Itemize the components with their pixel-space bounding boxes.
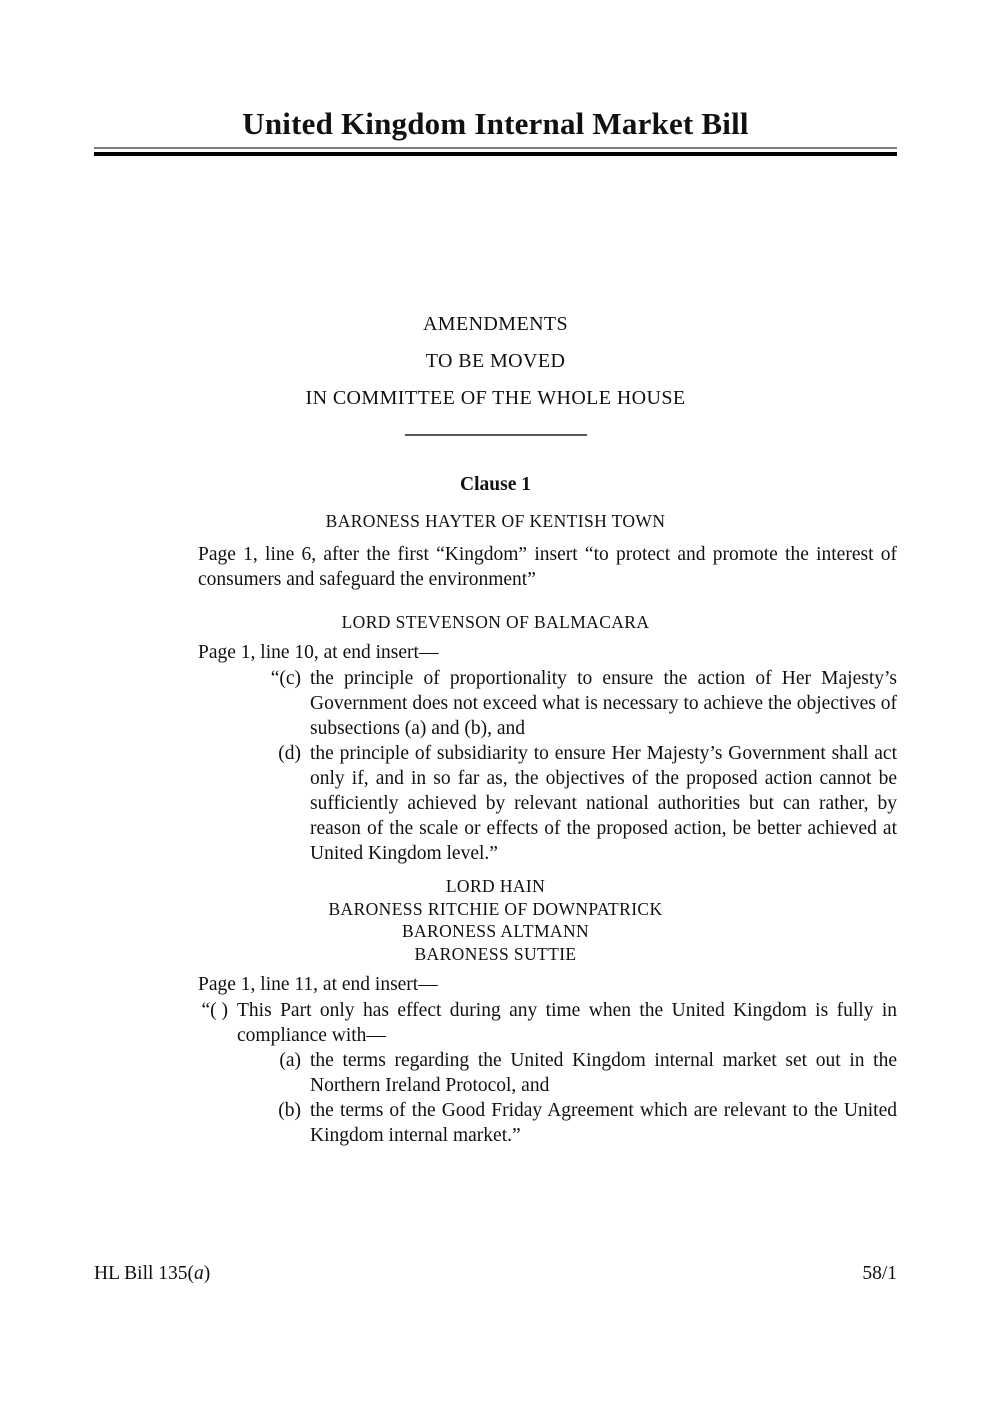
item-text: the principle of subsidiarity to ensure Her Majesty’s Government shall act only if, and in so far as, the objectives of the proposed action cannot be sufficiently achieved by relevant national authorities but can rather, by reason of the scale or effects of the proposed action, be better achieved at United Kingdom level.” bbox=[310, 743, 897, 864]
item-label: (d) bbox=[278, 743, 301, 764]
item-text: the terms of the Good Friday Agreement which are relevant to the United Kingdom internal market.” bbox=[310, 1100, 897, 1146]
sponsor-name: BARONESS HAYTER OF KENTISH TOWN bbox=[325, 511, 666, 531]
item-label: (a) bbox=[279, 1050, 301, 1071]
footer-bill-number bbox=[94, 1261, 210, 1286]
clause-heading: Clause 1 bbox=[460, 474, 531, 495]
amendment-instruction: Page 1, line 10, at end insert— bbox=[198, 642, 439, 663]
heading-to-be-moved: TO BE MOVED bbox=[425, 350, 566, 372]
sponsor-name: BARONESS ALTMANN bbox=[401, 921, 590, 941]
amendment-3-sponsors bbox=[94, 875, 897, 965]
amendment-item-d bbox=[278, 741, 897, 866]
footer-bill-italic: a bbox=[194, 1263, 204, 1284]
item-label: “(c) bbox=[270, 668, 301, 689]
sponsor-name: BARONESS RITCHIE OF DOWNPATRICK bbox=[328, 898, 663, 919]
amendment-item-b bbox=[278, 1098, 897, 1148]
item-text: the principle of proportionality to ensure the action of Her Majesty’s Government does not exceed what is necessary to achieve the objectives of subsections (a) and (b), and bbox=[310, 668, 897, 739]
page-title: United Kingdom Internal Market Bill bbox=[242, 106, 749, 141]
amendment-3-items bbox=[198, 998, 897, 1148]
item-label: “( ) bbox=[201, 1000, 228, 1021]
amendment-2-body bbox=[198, 640, 897, 866]
separator-rule bbox=[405, 434, 587, 436]
amendment-2-sponsors bbox=[94, 611, 897, 634]
footer-amendment-number: 58/1 bbox=[862, 1263, 897, 1284]
footer-bill-prefix: HL Bill 135( bbox=[94, 1263, 195, 1284]
item-label: (b) bbox=[278, 1100, 301, 1121]
sponsor-name: BARONESS SUTTIE bbox=[414, 943, 577, 964]
heading-committee: IN COMMITTEE OF THE WHOLE HOUSE bbox=[305, 387, 686, 409]
amendment-1-body bbox=[198, 542, 897, 592]
sponsor-name: LORD HAIN bbox=[445, 876, 546, 896]
footer-bill-suffix: ) bbox=[203, 1263, 211, 1284]
sponsor-name: LORD STEVENSON OF BALMACARA bbox=[341, 611, 650, 632]
heading-amendments: AMENDMENTS bbox=[422, 313, 569, 335]
item-text: This Part only has effect during any time when the United Kingdom is fully in compliance with— bbox=[237, 1000, 897, 1046]
amendment-2-items bbox=[198, 666, 897, 866]
item-text: the terms regarding the United Kingdom internal market set out in the Northern Ireland Protocol, and bbox=[310, 1050, 897, 1096]
amendment-item-a bbox=[279, 1048, 897, 1098]
title-double-rule bbox=[94, 147, 897, 156]
amendments-heading-block bbox=[94, 306, 897, 417]
amendment-1-sponsors bbox=[94, 510, 897, 533]
amendment-instruction: Page 1, line 11, at end insert— bbox=[198, 974, 438, 995]
page-footer bbox=[94, 1261, 897, 1286]
amendment-item-blank bbox=[201, 998, 897, 1048]
amendment-3-body bbox=[198, 972, 897, 1148]
amendment-item-c bbox=[270, 666, 897, 741]
amendment-instruction: Page 1, line 6, after the first “Kingdom” insert “to protect and promote the interest of consumers and safeguard the environment” bbox=[198, 543, 897, 590]
